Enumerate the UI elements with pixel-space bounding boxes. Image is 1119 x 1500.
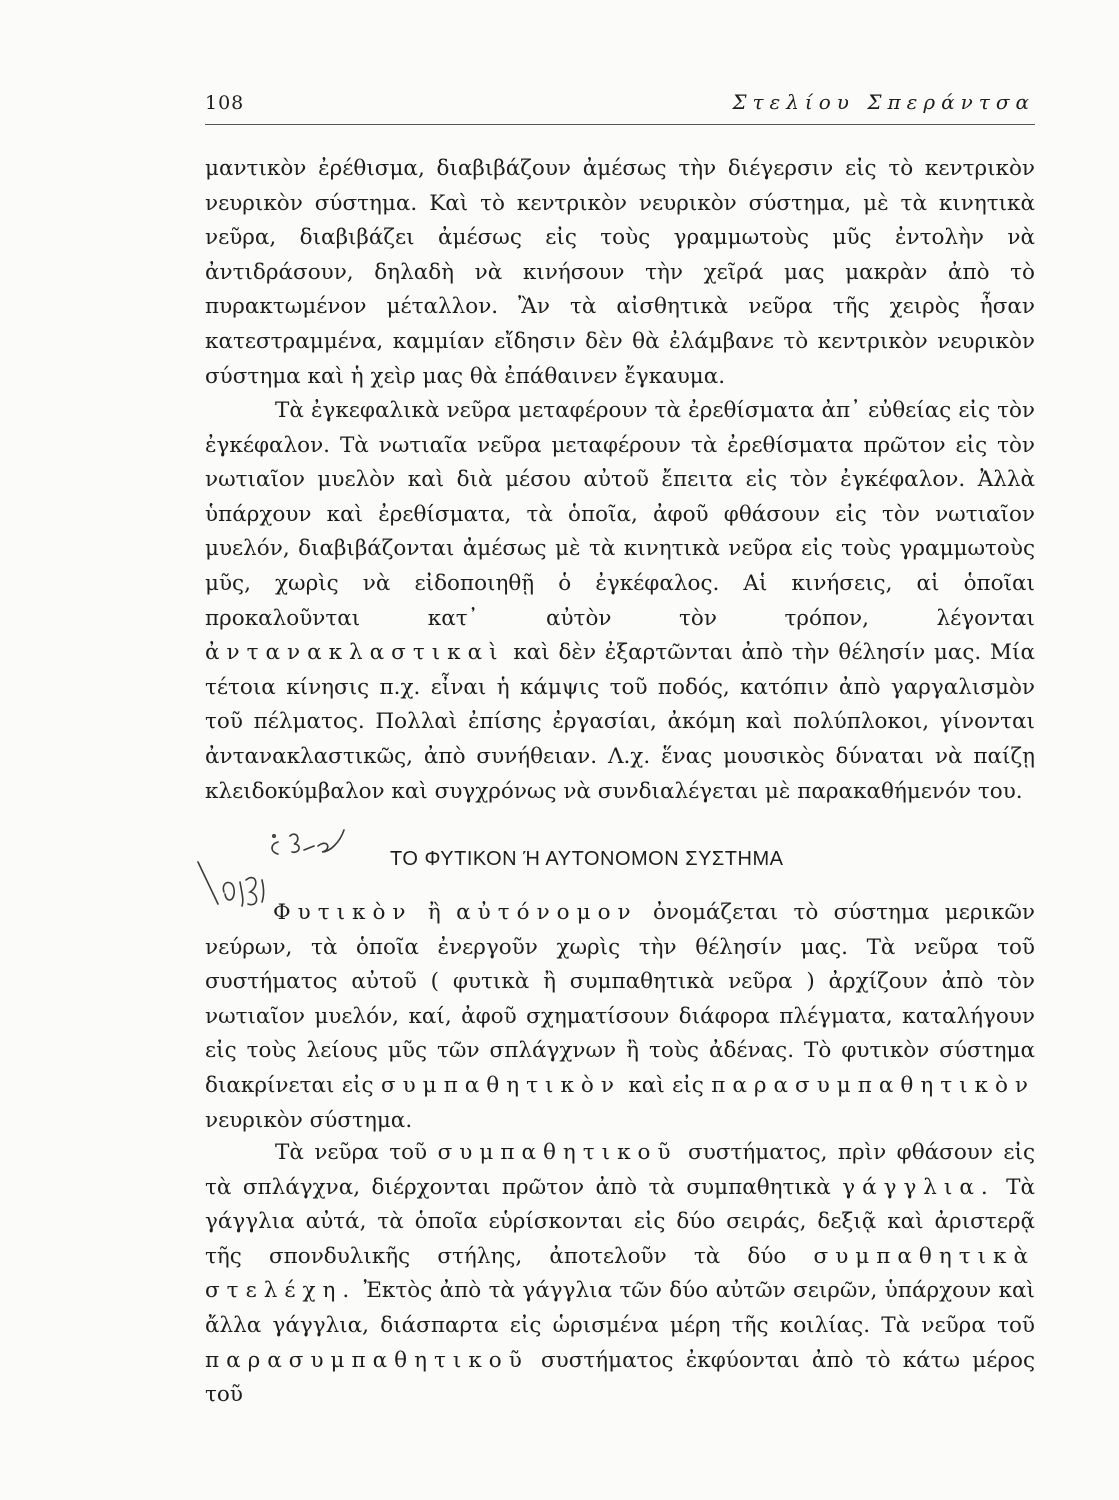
term-antanaklastikai: ἀντανακλαστικαὶ — [205, 640, 505, 666]
running-head: Στελίου Σπεράντσα — [732, 90, 1035, 114]
term-parasympathetikon: παρασυμπαθητικὸν — [711, 1072, 1035, 1098]
paragraph-4-part-c: Τὰ γάγγλια αὐτά, τὰ ὁποῖα εὑρίσκονται εἰς δύο σειράς, δεξιᾷ καὶ ἀριστερᾷ τῆς σπονδυλικῆς στήλης, ἀποτελοῦν τὰ δύο — [205, 1174, 1035, 1269]
term-parasympathetikou: παρασυμπαθητικοῦ — [205, 1347, 529, 1373]
section-heading: ΤΟ ΦΥΤΙΚΟΝ Ή ΑΥΤΟΝΟΜΟΝ ΣΥΣΤΗΜΑ — [390, 848, 784, 870]
term-autonomon: αὐτόνομον — [456, 900, 638, 925]
paragraph-2-part-b: καὶ δὲν ἐξαρτῶνται ἀπὸ τὴν θέλησίν μας. Μία τέτοια κίνησις π.χ. εἶναι ἡ κάμψις τοῦ ποδός, κατόπιν ἀπὸ γαργαλισμὸν τοῦ πέλματος. Πολλαὶ ἐπίσης ἐργασίαι, ἀκόμη καὶ πολύπλοκοι, γίνονται ἀντανακλαστικῶς, ἀπὸ συνήθειαν. Λ.χ. ἕνας μουσικὸς δύναται νὰ παίζῃ κλειδοκύμβαλον καὶ συγχρόνως νὰ συνδιαλέγεται μὲ παρακαθήμενόν του. — [205, 640, 1035, 804]
term-sympathetikon: συμπαθητικὸν — [380, 1072, 621, 1098]
paragraph-2-text — [205, 394, 1035, 809]
term-ganglia: γάγγλια. — [842, 1174, 995, 1200]
paragraph-2-part-a: Τὰ ἐγκεφαλικὰ νεῦρα μεταφέρουν τὰ ἐρεθίσματα ἀπ᾽ εὐθείας εἰς τὸν ἐγκέφαλον. Τὰ νωτιαῖα νεῦρα μεταφέρουν τὰ ἐρεθίσματα πρῶτον εἰς τὸν νωτιαῖον μυελὸν καὶ διὰ μέσου αὐτοῦ ἔπειτα εἰς τὸν ἐγκέφαλον. Ἀλλὰ ὑπάρχουν καὶ ἐρεθίσματα, τὰ ὁποῖα, ἀφοῦ φθάσουν εἰς τὸν νωτιαῖον μυελόν, διαβιβάζονται ἀμέσως μὲ τὰ κινητικὰ νεῦρα εἰς τοὺς γραμμωτοὺς μῦς, χωρὶς νὰ εἰδοποιηθῇ ὁ ἐγκέφαλος. Αἱ κινήσεις, αἱ ὁποῖαι προκαλοῦνται κατ᾽ αὐτὸν τὸν τρόπον, λέγονται — [205, 398, 1035, 631]
page-header — [205, 88, 1035, 122]
term-sympathetikou: συμπαθητικοῦ — [437, 1140, 678, 1165]
paragraph-4-part-d: Ἐκτὸς ἀπὸ τὰ γάγγλια τῶν δύο αὐτῶν σειρῶν, ὑπάρχουν καὶ ἄλλα γάγγλια, διάσπαρτα εἰς ὡρισμένα μέρη τῆς κοιλίας. Τὰ νεῦρα τοῦ — [205, 1278, 1035, 1338]
term-sympathetika-stelechi: συμπαθητικὰ στελέχη. — [205, 1243, 1035, 1304]
paragraph-1-text: μαντικὸν ἐρέθισμα, διαβιβάζουν ἀμέσως τὴν διέγερσιν εἰς τὸ κεντρικὸν νευρικὸν σύστημα. Καὶ τὸ κεντρικὸν νευρικὸν σύστημα, μὲ τὰ κινητικὰ νεῦρα, διαβιβάζει ἀμέσως εἰς τοὺς γραμμωτοὺς μῦς ἐντολὴν νὰ ἀντιδράσουν, δηλαδὴ νὰ κινήσουν τὴν χεῖρά μας μακρὰν ἀπὸ τὸ πυρακτωμένον μέταλλον. Ἂν τὰ αἰσθητικὰ νεῦρα τῆς χειρὸς ἦσαν κατεστραμμένα, καμμίαν εἴδησιν δὲν θὰ ἐλάμβανε τὸ κεντρικὸν νευρικὸν σύστημα καὶ ἡ χεὶρ μας θὰ ἐπάθαινεν ἔγκαυμα. — [205, 156, 1035, 389]
page-number: 108 — [205, 92, 245, 114]
paragraph-3-part-a: ὀνομάζεται τὸ σύστημα μερικῶν νεύρων, τὰ ὁποῖα ἐνεργοῦν χωρὶς τὴν θέλησίν μας. Τὰ νεῦρα τοῦ συστήματος αὐτοῦ ( φυτικὰ ἢ συμπαθητικὰ νεῦρα ) ἀρχίζουν ἀπὸ τὸν νωτιαῖον μυελόν, καί, ἀφοῦ σχηματίσουν διάφορα πλέγματα, καταλήγουν εἰς τοὺς λείους μῦς τῶν σπλάγχνων ἢ τοὺς ἀδένας. Τὸ φυτικὸν σύστημα διακρίνεται εἰς — [205, 900, 1035, 1098]
paragraph-2 — [205, 394, 1035, 809]
paragraph-4-part-b: συστήματος, πρὶν φθάσουν εἰς τὰ σπλάγχνα, διέρχονται πρῶτον ἀπὸ τὰ συμπαθητικὰ — [205, 1140, 1035, 1200]
paragraph-3-text — [205, 896, 1035, 1138]
paragraph-4-text — [205, 1136, 1035, 1413]
word-and-in: καὶ εἰς — [628, 1072, 704, 1098]
word-or: ἢ — [427, 900, 441, 925]
paragraph-1 — [205, 152, 1035, 394]
paragraph-4 — [205, 1136, 1035, 1413]
header-rule — [205, 124, 1035, 125]
paragraph-4-part-e: συστήματος ἐκφύονται ἀπὸ τὸ κάτω μέρος τοῦ — [205, 1347, 1036, 1408]
paragraph-3 — [205, 896, 1035, 1138]
term-fytikon: Φυτικὸν — [273, 900, 413, 925]
paragraph-4-part-a: Τὰ νεῦρα τοῦ — [275, 1140, 428, 1165]
paragraph-3-part-b: νευρικὸν σύστημα. — [205, 1107, 413, 1133]
